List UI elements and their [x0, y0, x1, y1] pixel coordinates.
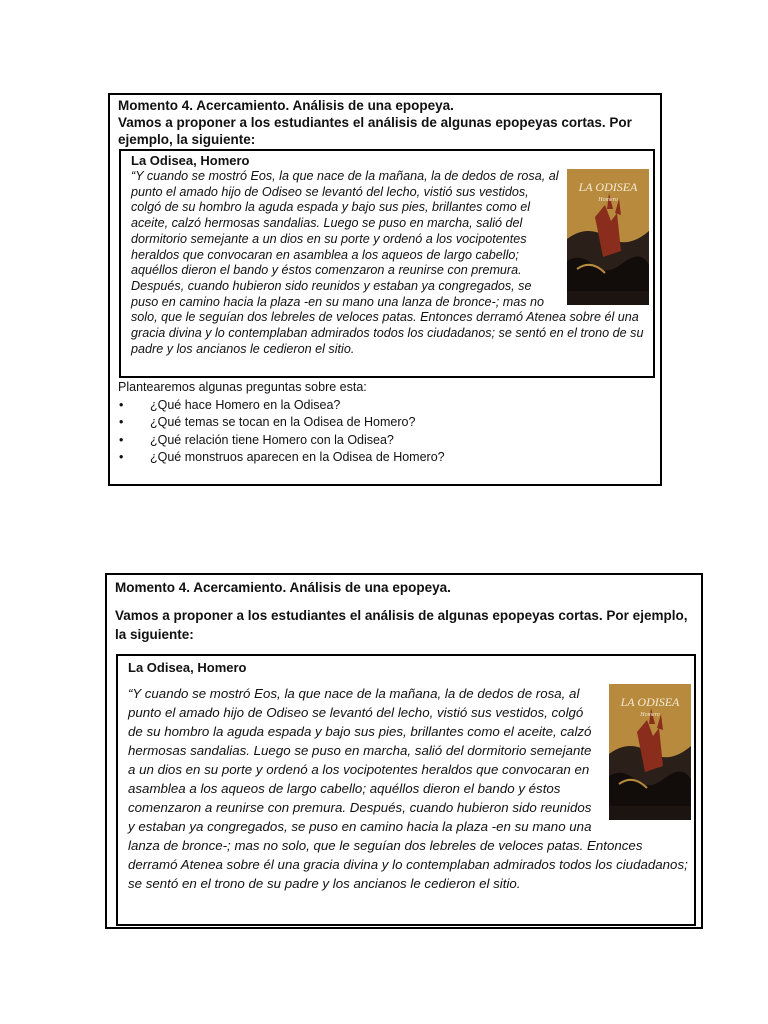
- bullet-icon: •: [119, 415, 124, 429]
- epic-analysis-card-1: [108, 93, 662, 486]
- question-text: ¿Qué hace Homero en la Odisea?: [150, 397, 341, 412]
- excerpt-box: [116, 654, 696, 926]
- intro-text: Vamos a proponer a los estudiantes el análisis de algunas epopeyas cortas. Por ejemplo, la siguiente:: [118, 115, 632, 147]
- cover-title: LA ODISEA: [578, 180, 638, 194]
- intro-text: Vamos a proponer a los estudiantes el análisis de algunas epopeyas cortas. Por ejemplo, la siguiente:: [115, 608, 688, 642]
- bullet-icon: •: [119, 432, 124, 447]
- odyssey-book-cover: [567, 169, 649, 305]
- questions-section: [118, 379, 652, 467]
- bullet-icon: •: [119, 397, 124, 412]
- odyssey-book-cover: [609, 684, 691, 820]
- cover-title: LA ODISEA: [620, 695, 680, 709]
- questions-intro: Plantearemos algunas preguntas sobre esta:: [118, 380, 367, 394]
- excerpt-box: [119, 149, 655, 378]
- questions-list: [118, 397, 652, 467]
- book-title: La Odisea, Homero: [131, 153, 250, 168]
- epic-analysis-card-2: [105, 573, 703, 929]
- bullet-icon: •: [119, 450, 124, 464]
- excerpt-quote: [131, 169, 651, 357]
- moment-title: Momento 4. Acercamiento. Análisis de una epopeya.: [115, 580, 451, 595]
- question-item: [118, 414, 652, 432]
- excerpt-quote: [128, 684, 693, 893]
- question-item: [118, 449, 652, 467]
- cover-author: Homero: [598, 197, 618, 203]
- excerpt-text: “Y cuando se mostró Eos, la que nace de la mañana, la de dedos de rosa, al punto el amado hijo de Odiseo se levantó del lecho, vistió sus vestidos, colgó de su hombro la aguda espada y bajo sus pies, brillantes como el aceite, calzó hermosas sandalias. Luego se puso en marcha, salió del dormitorio semejante a un dios en su porte y ordenó a los vocipotentes heraldos que convocaran en asamblea a los aqueos de largo cabello; aquéllos dieron el bando y éstos comenzaron a reunirse con premura. Después, cuando hubieron sido reunidos y estaban ya congregados, se puso en camino hacia la plaza -en su mano una lanza de bronce-; mas no solo, que le seguían dos lebreles de veloces patas. Entonces derramó Atenea sobre él una gracia divina y lo contemplaban admirados todos los ciudadanos; se sentó en el trono de su padre y los ancianos le cedieron el sitio.: [131, 169, 644, 356]
- question-text: ¿Qué monstruos aparecen en la Odisea de Homero?: [150, 450, 445, 464]
- question-item: [118, 397, 652, 415]
- book-title: La Odisea, Homero: [128, 660, 247, 675]
- moment-title: Momento 4. Acercamiento. Análisis de una epopeya.: [118, 98, 454, 113]
- question-text: ¿Qué temas se tocan en la Odisea de Homero?: [150, 415, 416, 429]
- question-item: [118, 432, 652, 450]
- cover-author: Homero: [640, 712, 660, 718]
- card-header: [118, 97, 652, 148]
- question-text: ¿Qué relación tiene Homero con la Odisea?: [150, 432, 394, 447]
- excerpt-text: “Y cuando se mostró Eos, la que nace de la mañana, la de dedos de rosa, al punto el amado hijo de Odiseo se levantó del lecho, vistió sus vestidos, colgó de su hombro la aguda espada y bajo sus pies, brillantes como el aceite, calzó hermosas sandalias. Luego se puso en marcha, salió del dormitorio semejante a un dios en su porte y ordenó a los vocipotentes heraldos que convocaran en asamblea a los aqueos de largo cabello; aquéllos dieron el bando y éstos comenzaron a reunirse con premura. Después, cuando hubieron sido reunidos y estaban ya congregados, se puso en camino hacia la plaza -en su mano una lanza de bronce-; mas no solo, que le seguían dos lebreles de veloces patas. Entonces derramó Atenea sobre él una gracia divina y lo contemplaban admirados todos los ciudadanos; se sentó en el trono de su padre y los ancianos le cedieron el sitio.: [128, 686, 688, 891]
